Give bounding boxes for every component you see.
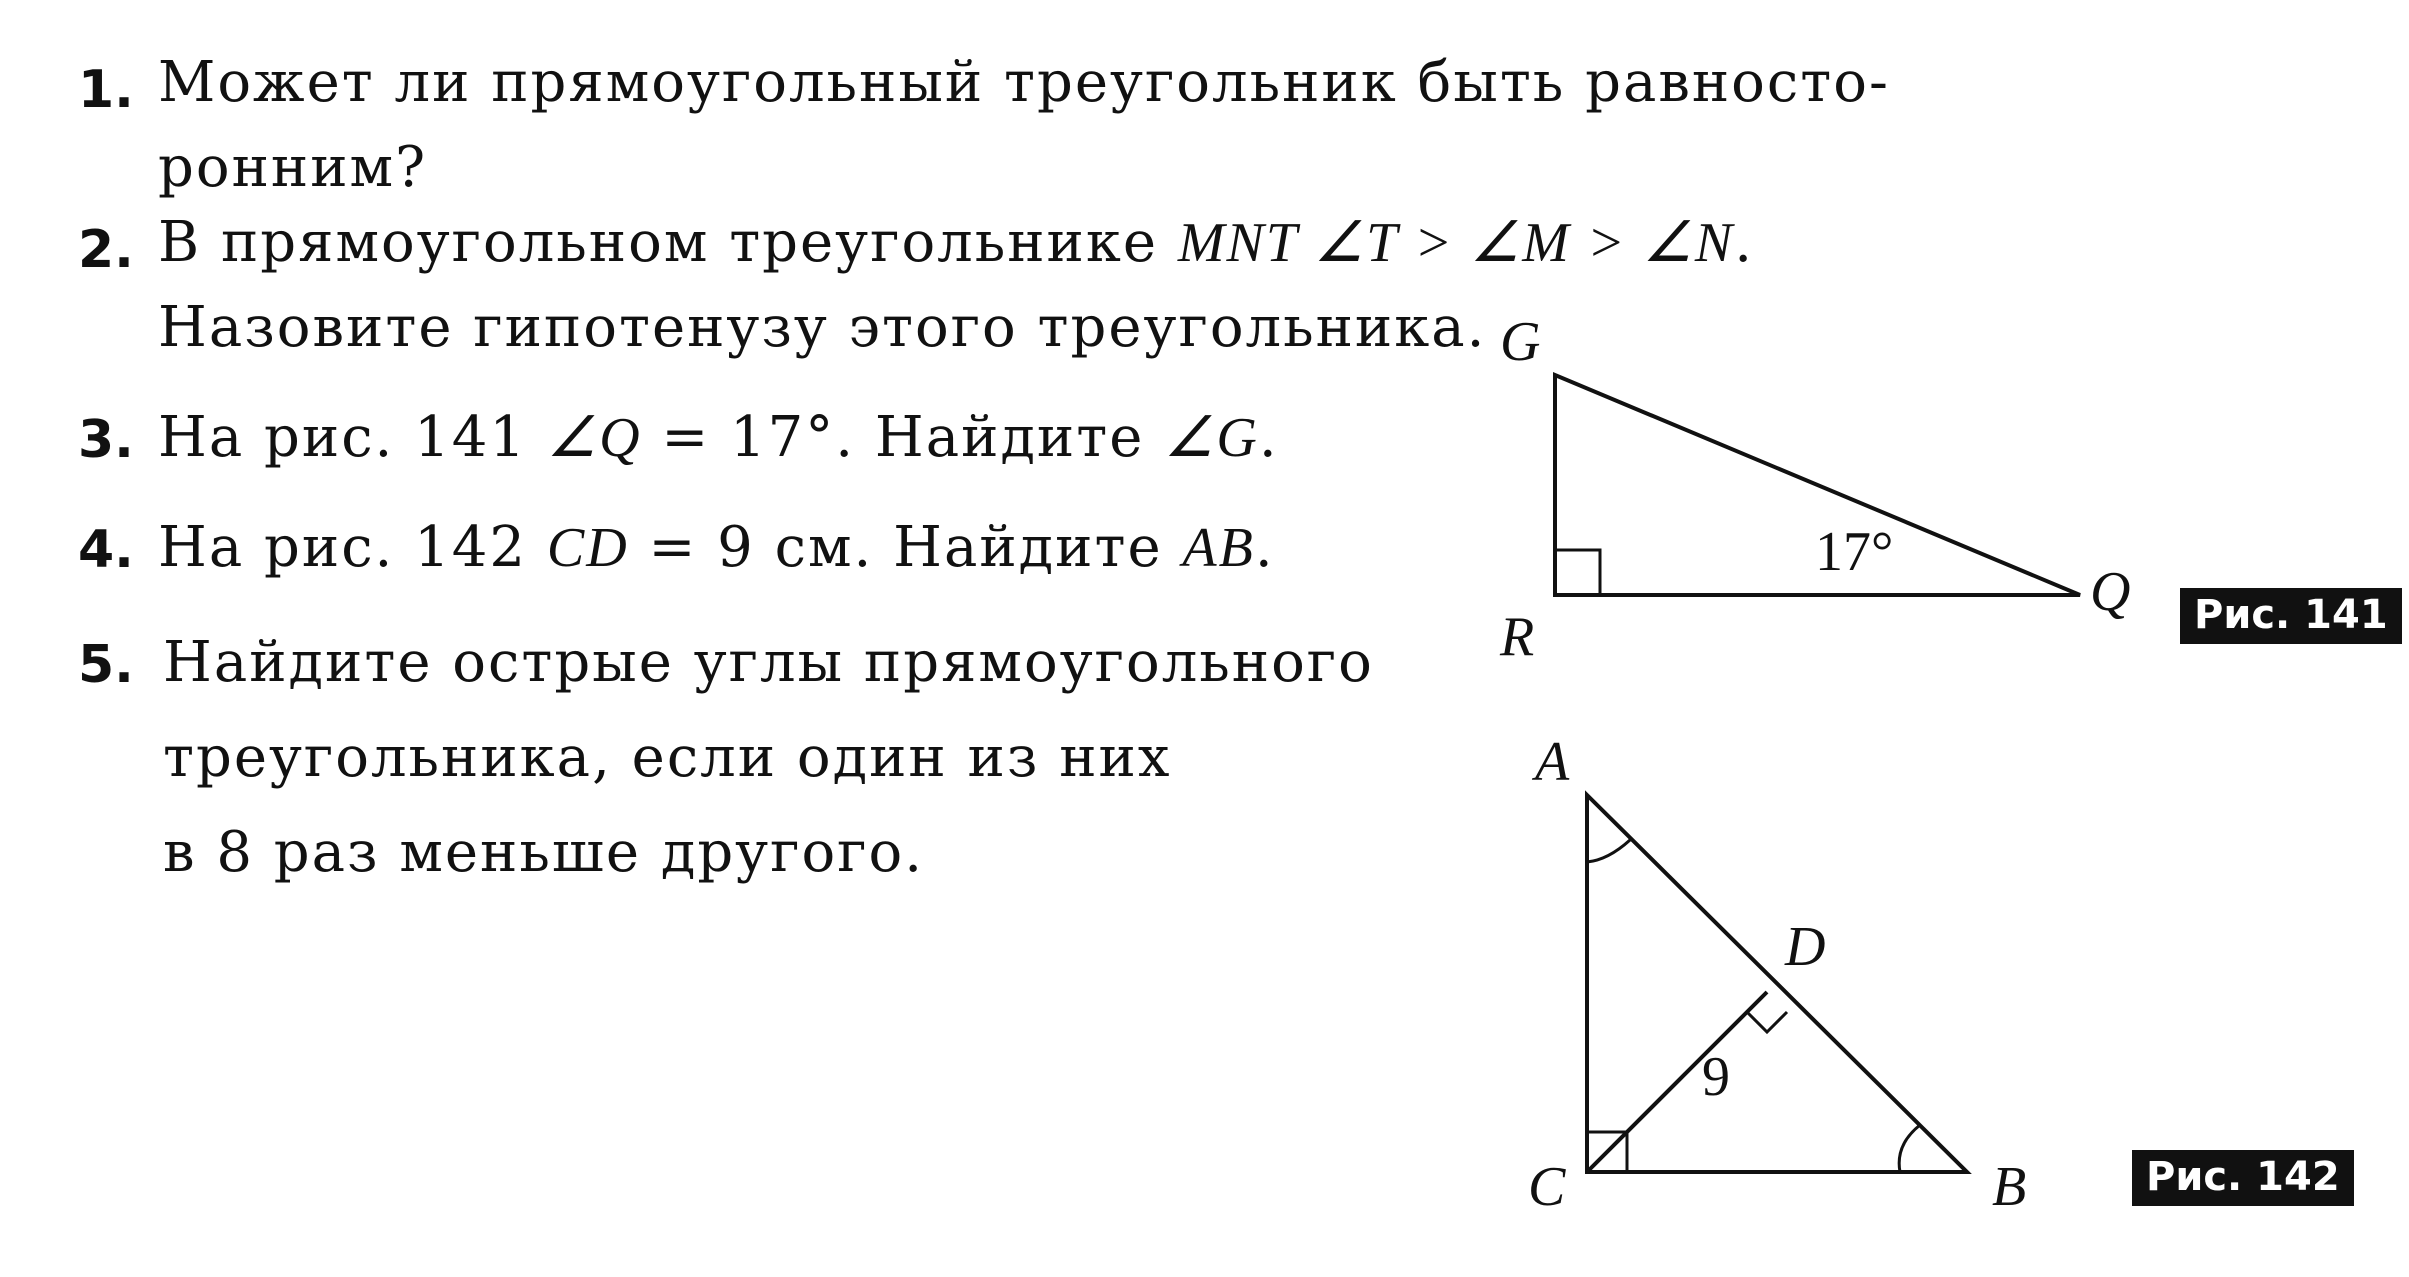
problem-text: = 9 см. Найдите xyxy=(628,515,1183,580)
problem-text: В прямоугольном треугольнике xyxy=(158,210,1178,275)
problem-text: На рис. 141 xyxy=(158,405,547,470)
problem-text-line: ронним? xyxy=(158,135,428,200)
math-expression: MNT ∠T > ∠M > ∠N xyxy=(1177,212,1735,274)
problem-text-line xyxy=(158,210,1754,275)
problem-number: 4. xyxy=(78,520,134,580)
problem-text-line: в 8 раз меньше другого. xyxy=(163,820,925,885)
problem-text-line: Найдите острые углы прямоугольного xyxy=(163,630,1374,695)
vertex-label-R: R xyxy=(1500,606,1535,668)
math-expression: ∠Q xyxy=(546,407,642,469)
problem-text-line xyxy=(158,515,1275,580)
problem-text: = 17°. Найдите xyxy=(641,405,1165,470)
problem-number: 5. xyxy=(78,635,134,695)
problem-number: 3. xyxy=(78,410,134,470)
period: . xyxy=(1258,405,1279,470)
angle-arc-A xyxy=(1587,840,1630,862)
segment-label: 9 xyxy=(1702,1046,1730,1108)
problem-text-line: Может ли прямоугольный треугольник быть равносто- xyxy=(158,50,1890,115)
right-angle-mark-C-diagonal xyxy=(1607,1132,1627,1152)
period: . xyxy=(1734,210,1755,275)
problem-text-line: Назовите гипотенузу этого треугольника. xyxy=(158,295,1487,360)
vertex-label-B: B xyxy=(1992,1156,2027,1218)
math-expression: ∠G xyxy=(1164,407,1259,469)
vertex-label-Q: Q xyxy=(2090,561,2131,623)
math-expression: AB xyxy=(1182,517,1255,579)
vertex-label-C: C xyxy=(1528,1156,1566,1218)
angle-label: 17° xyxy=(1815,521,1894,583)
right-angle-mark xyxy=(1555,550,1600,595)
math-expression: CD xyxy=(546,517,629,579)
problem-text-line: треугольника, если один из них xyxy=(163,725,1172,790)
problem-number: 1. xyxy=(78,60,134,120)
figure-142-caption: Рис. 142 xyxy=(2132,1150,2354,1206)
vertex-label-G: G xyxy=(1500,311,1541,373)
angle-arc-B xyxy=(1899,1125,1920,1172)
problem-text-line xyxy=(158,405,1279,470)
right-angle-mark-D xyxy=(1747,1012,1787,1032)
problem-text: На рис. 142 xyxy=(158,515,547,580)
figure-142-triangle xyxy=(1480,720,2080,1240)
period: . xyxy=(1254,515,1275,580)
figure-141-caption: Рис. 141 xyxy=(2180,588,2402,644)
vertex-label-A: A xyxy=(1535,731,1570,793)
problem-number: 2. xyxy=(78,220,134,280)
vertex-label-D: D xyxy=(1785,916,1826,978)
figure-141-triangle xyxy=(1450,300,2210,680)
